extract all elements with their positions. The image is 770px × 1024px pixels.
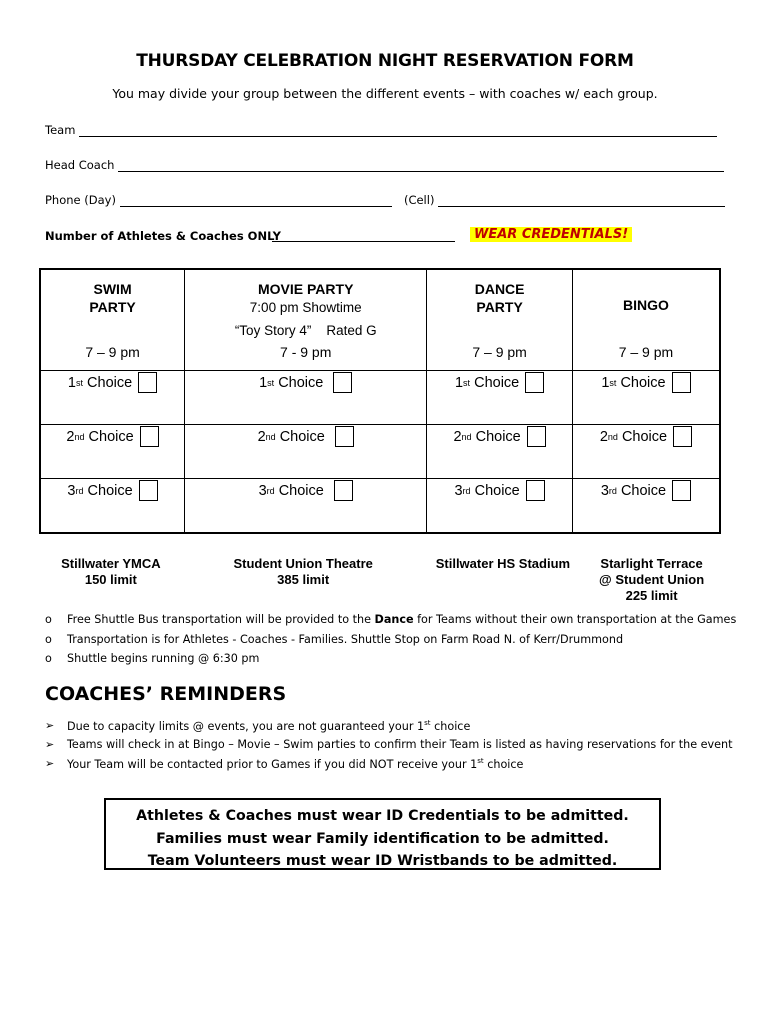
list-item: o Transportation is for Athletes - Coaches - Families. Shuttle Stop on Farm Road N. of Kerr/Drummond <box>45 632 624 646</box>
admission-notice-box <box>104 798 661 870</box>
list-item: o Shuttle begins running @ 6:30 pm <box>45 652 260 666</box>
checkbox[interactable] <box>335 426 354 447</box>
choice-option[interactable]: 1 st Choice <box>259 372 352 393</box>
event-movie <box>185 269 427 371</box>
choice-option[interactable]: 2 nd Choice <box>258 426 354 447</box>
reminders-heading: COACHES’ REMINDERS <box>45 683 287 705</box>
choice-row-1 <box>40 371 720 425</box>
team-field <box>45 123 717 137</box>
list-item: ➢ Your Team will be contacted prior to Games if you did NOT receive your 1st choice <box>45 756 524 771</box>
choice-option[interactable]: 2 nd Choice <box>453 426 545 447</box>
phone-day-label: Phone (Day) <box>45 193 116 207</box>
list-item: o Free Shuttle Bus transportation will be provided to the Dance for Teams without their own transportation at the Games <box>45 613 737 627</box>
form-title: THURSDAY CELEBRATION NIGHT RESERVATION FORM <box>136 51 634 71</box>
list-item: ➢ Due to capacity limits @ events, you are not guaranteed your 1st choice <box>45 718 471 733</box>
choice-option[interactable]: 2 nd Choice <box>600 426 692 447</box>
choice-option[interactable]: 1 st Choice <box>68 372 157 393</box>
arrow-bullet-icon: ➢ <box>45 719 55 732</box>
event-swim <box>40 269 185 371</box>
checkbox[interactable] <box>526 480 545 501</box>
checkbox[interactable] <box>672 480 691 501</box>
choice-option[interactable]: 3 rd Choice <box>259 480 353 501</box>
event-time: 7 - 9 pm <box>280 344 332 360</box>
bullet-circle-icon: o <box>45 652 52 666</box>
team-label: Team <box>45 123 76 137</box>
reminders-list <box>45 716 733 773</box>
event-time: 7 – 9 pm <box>618 344 674 360</box>
athlete-count-input-line[interactable] <box>272 229 455 242</box>
choice-option[interactable]: 1 st Choice <box>455 372 544 393</box>
notice-line: Athletes & Coaches must wear ID Credentials to be admitted. <box>136 808 629 824</box>
head-coach-input-line[interactable] <box>118 159 724 172</box>
notice-line: Families must wear Family identification to be admitted. <box>156 830 609 847</box>
choice-option[interactable]: 2 nd Choice <box>66 426 158 447</box>
checkbox[interactable] <box>672 372 691 393</box>
cell-label: (Cell) <box>403 193 435 207</box>
arrow-bullet-icon: ➢ <box>45 738 55 751</box>
choice-option[interactable]: 3 rd Choice <box>601 480 691 501</box>
event-header-row <box>40 269 720 371</box>
team-input-line[interactable] <box>79 124 717 137</box>
checkbox[interactable] <box>527 426 546 447</box>
venue-swim: Stillwater YMCA 150 limit <box>61 556 161 587</box>
form-subtitle: You may divide your group between the different events – with coaches w/ each group. <box>112 86 658 101</box>
checkbox[interactable] <box>140 426 159 447</box>
event-dance <box>427 269 573 371</box>
venue-bingo: Starlight Terrace @ Student Union 225 limit <box>599 556 705 603</box>
shuttle-info-list <box>45 610 736 669</box>
phone-day-input-line[interactable] <box>120 194 392 207</box>
list-item: ➢ Teams will check in at Bingo – Movie – Swim parties to confirm their Team is listed as having reservations for the event <box>45 738 733 751</box>
event-movie-title: “Toy Story 4” Rated G <box>234 323 377 338</box>
event-name: DANCE PARTY <box>474 281 525 315</box>
choice-row-3 <box>40 479 720 534</box>
venue-movie: Student Union Theatre 385 limit <box>233 556 373 587</box>
choice-row-2 <box>40 425 720 479</box>
event-bingo <box>572 269 720 371</box>
choice-option[interactable]: 3 rd Choice <box>454 480 544 501</box>
wear-credentials-notice: WEAR CREDENTIALS! <box>470 227 632 242</box>
head-coach-label: Head Coach <box>45 158 115 172</box>
checkbox[interactable] <box>333 372 352 393</box>
event-time: 7 – 9 pm <box>472 344 527 360</box>
event-name: SWIM PARTY <box>89 281 136 315</box>
head-coach-field <box>45 158 724 172</box>
venue-dance: Stillwater HS Stadium <box>435 556 571 571</box>
event-choice-table <box>39 268 721 534</box>
arrow-bullet-icon: ➢ <box>45 757 55 770</box>
notice-line: Team Volunteers must wear ID Wristbands to be admitted. <box>147 853 618 869</box>
checkbox[interactable] <box>138 372 157 393</box>
checkbox[interactable] <box>673 426 692 447</box>
venue-row <box>39 556 721 604</box>
checkbox[interactable] <box>139 480 158 501</box>
checkbox[interactable] <box>525 372 544 393</box>
event-name: MOVIE PARTY <box>258 281 354 297</box>
athlete-count-label: Number of Athletes & Coaches ONLY <box>45 229 281 243</box>
event-showtime: 7:00 pm Showtime <box>249 300 362 315</box>
bullet-circle-icon: o <box>45 632 52 646</box>
event-time: 7 – 9 pm <box>85 344 140 360</box>
phone-field <box>45 193 725 207</box>
cell-input-line[interactable] <box>438 194 725 207</box>
choice-option[interactable]: 1 st Choice <box>601 372 690 393</box>
choice-option[interactable]: 3 rd Choice <box>67 480 157 501</box>
event-name: BINGO <box>623 297 669 313</box>
bullet-circle-icon: o <box>45 613 52 627</box>
checkbox[interactable] <box>334 480 353 501</box>
